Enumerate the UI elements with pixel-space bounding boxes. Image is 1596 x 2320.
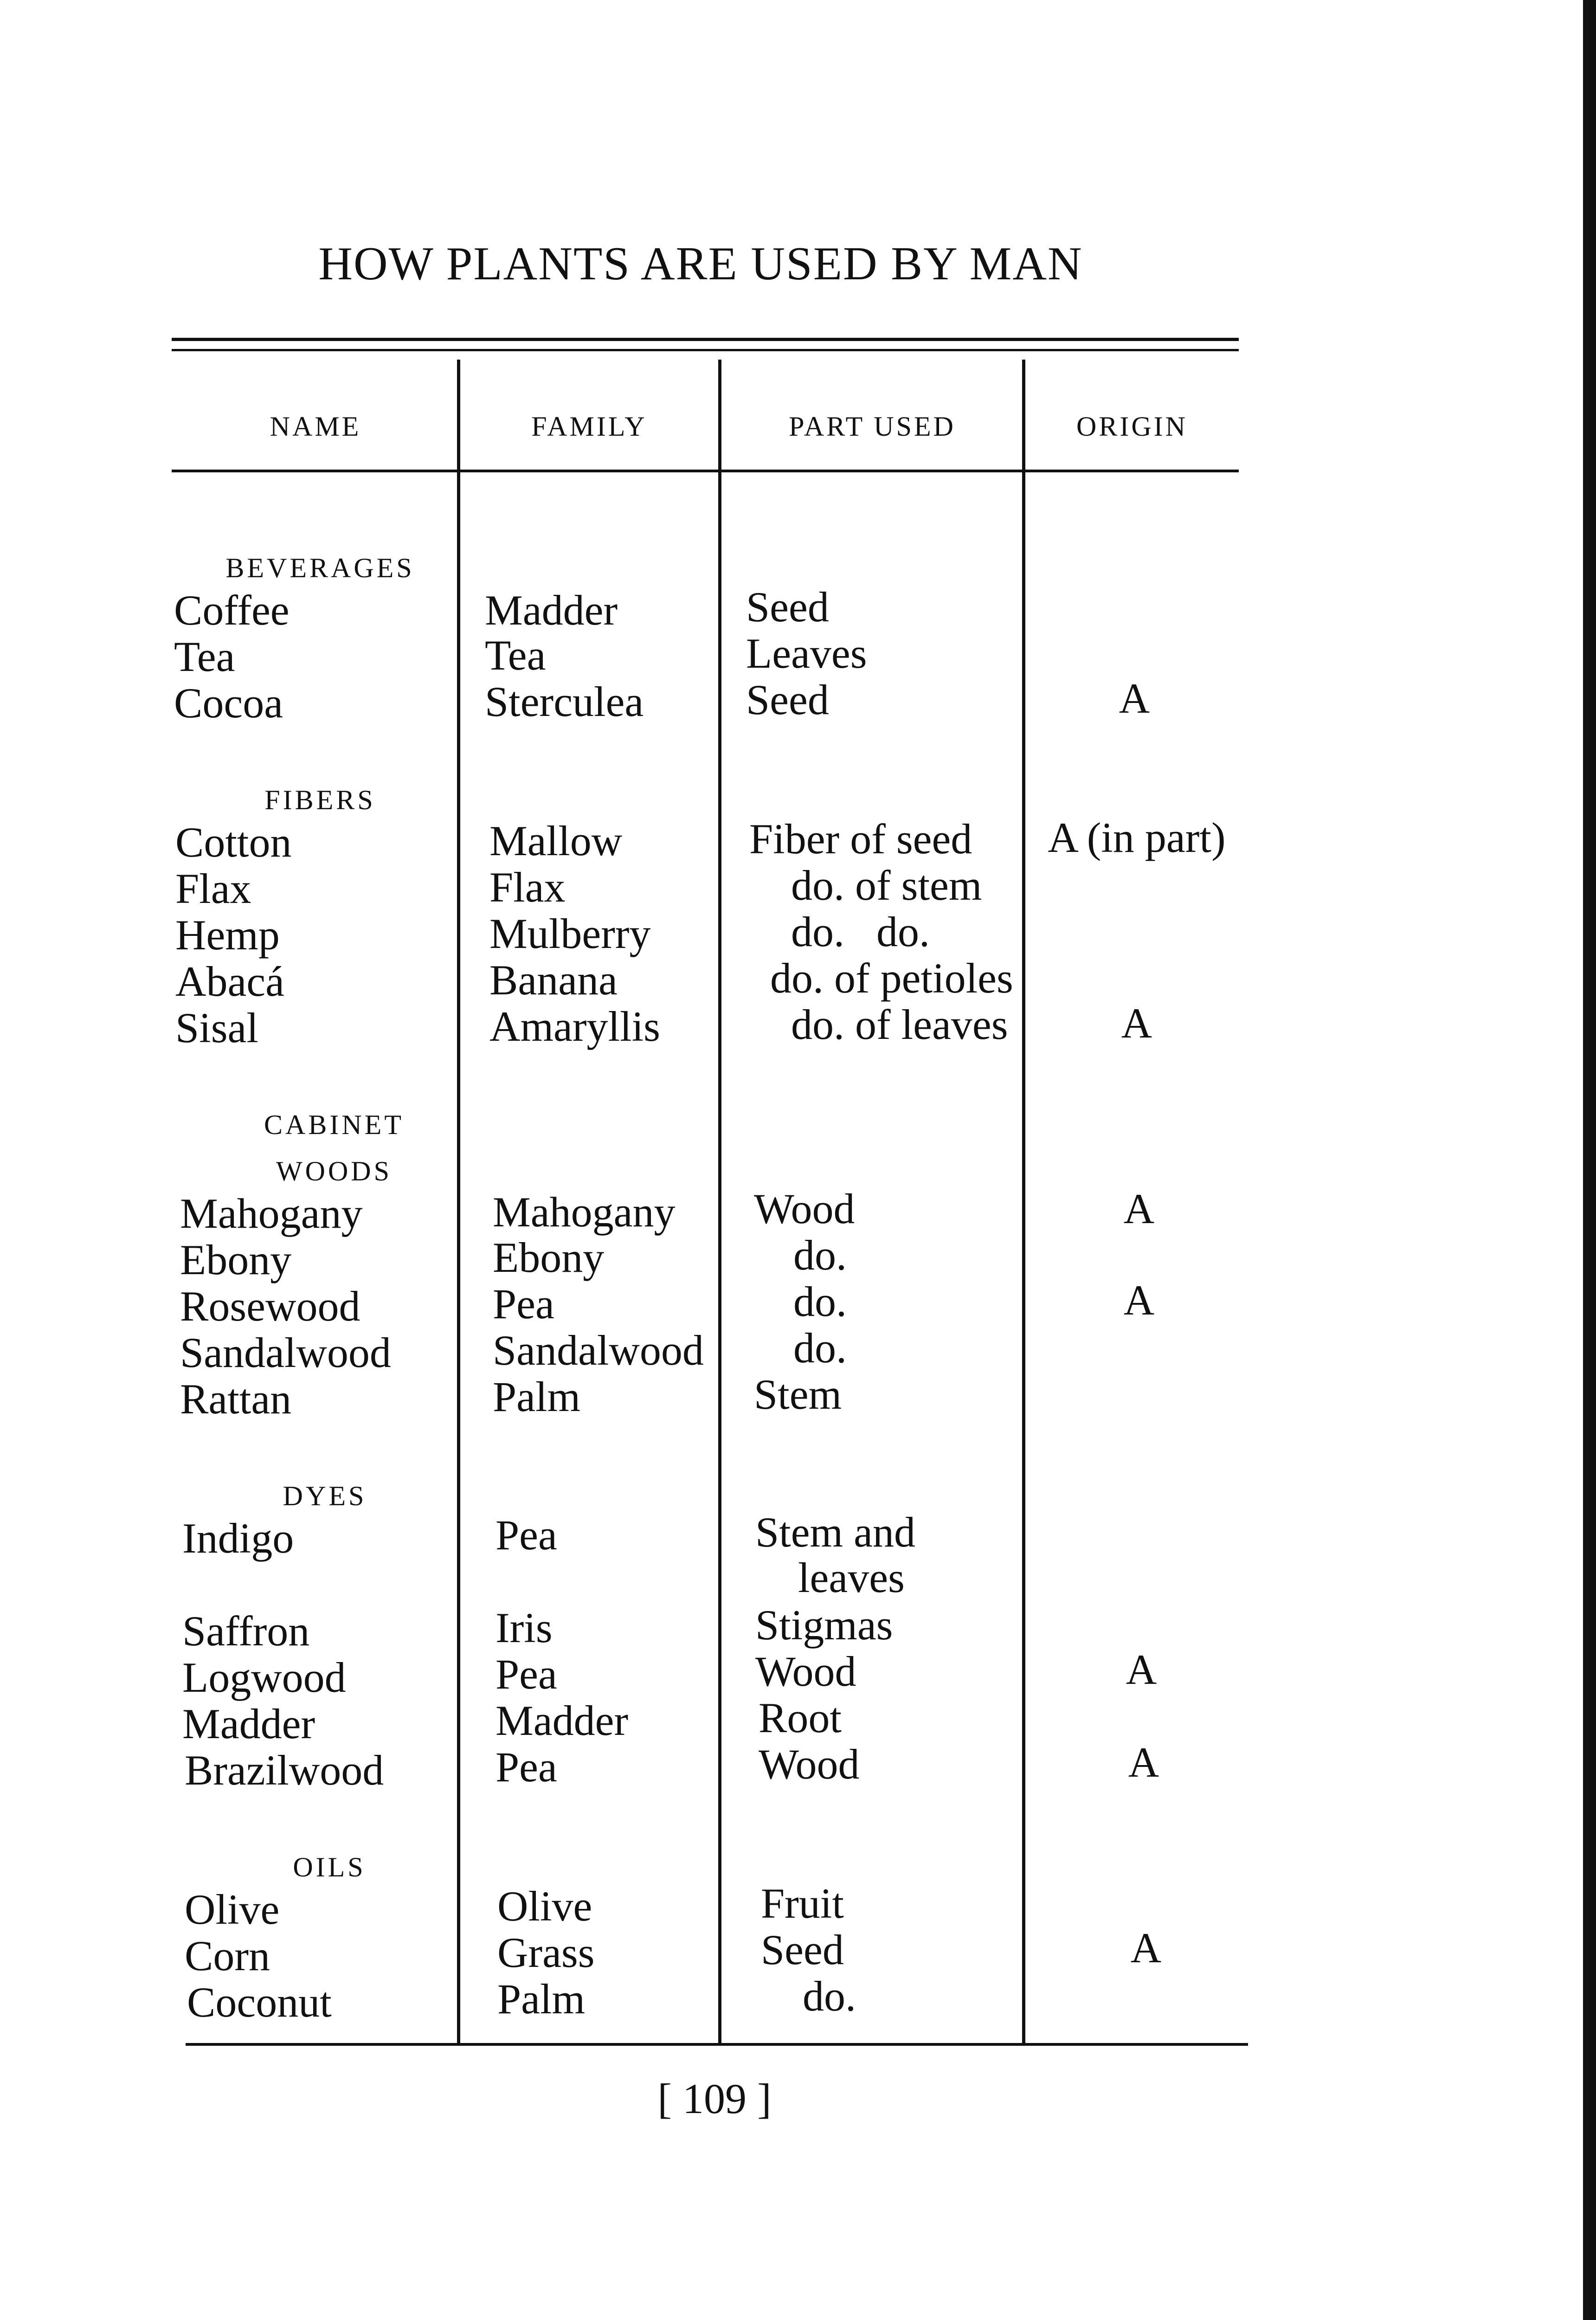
name-cell: Olive (185, 1886, 280, 1933)
part-cell: do. of petioles (770, 954, 1013, 1002)
part-cell: Seed (761, 1926, 844, 1973)
origin-cell: A (1126, 1646, 1157, 1693)
family-cell: Tea (485, 632, 546, 679)
header-origin: ORIGIN (1076, 411, 1188, 442)
name-cell: Flax (175, 865, 251, 912)
family-cell: Mulberry (489, 910, 651, 957)
name-cell: Brazilwood (185, 1746, 384, 1794)
part-cell: do. do. (791, 908, 930, 955)
name-cell: Madder (182, 1700, 315, 1747)
part-cell: Fruit (761, 1880, 844, 1927)
header-family: FAMILY (531, 411, 647, 442)
part-cell: do. of stem (791, 862, 982, 909)
section-label-woods: WOODS (276, 1156, 392, 1186)
section-label-beverages: BEVERAGES (225, 553, 415, 583)
top-rule-inner (172, 349, 1239, 351)
column-separator-part-origin (1022, 360, 1025, 2043)
family-cell: Sterculea (485, 678, 644, 725)
family-cell: Olive (497, 1882, 592, 1930)
page-edge-shadow (1583, 0, 1596, 2320)
name-cell: Tea (174, 633, 235, 680)
part-cell: Stem (754, 1371, 842, 1418)
family-cell: Mallow (489, 817, 623, 864)
family-cell: Amaryllis (489, 1003, 660, 1050)
origin-cell: A (1128, 1739, 1159, 1786)
part-cell: Leaves (746, 630, 867, 677)
name-cell: Hemp (175, 911, 280, 959)
origin-cell: A (1123, 1185, 1155, 1232)
family-cell: Pea (493, 1280, 554, 1328)
origin-cell: A (in part) (1048, 814, 1226, 861)
name-cell: Corn (185, 1932, 270, 1979)
part-cell: do. (803, 1972, 856, 2020)
origin-cell: A (1121, 999, 1152, 1047)
page-number: [ 109 ] (657, 2075, 772, 2122)
part-cell: Wood (755, 1648, 856, 1695)
header-part-used: PART USED (789, 411, 956, 442)
name-cell: Indigo (182, 1514, 294, 1562)
page-title: HOW PLANTS ARE USED BY MAN (318, 238, 1083, 290)
part-cell: do. of leaves (791, 1001, 1008, 1048)
column-separator-family-part (718, 360, 721, 2043)
header-name: NAME (270, 411, 361, 442)
name-cell: Sisal (175, 1004, 258, 1051)
part-cell: Stigmas (755, 1601, 893, 1649)
name-cell: Coconut (187, 1978, 332, 2026)
family-cell: Ebony (493, 1234, 605, 1281)
name-cell: Mahogany (180, 1190, 363, 1237)
part-cell: Root (759, 1694, 842, 1741)
part-cell: do. (793, 1278, 847, 1325)
family-cell: Madder (485, 586, 618, 634)
family-cell: Banana (489, 956, 618, 1004)
part-cell: do. (793, 1231, 847, 1279)
section-label-oils: OILS (293, 1852, 366, 1882)
part-cell: Stem and (755, 1508, 915, 1556)
family-cell: Grass (497, 1929, 595, 1976)
section-label-fibers: FIBERS (264, 785, 376, 815)
top-rule (172, 338, 1239, 341)
name-cell: Sandalwood (180, 1329, 391, 1376)
name-cell: Cotton (175, 818, 292, 866)
family-cell: Pea (496, 1650, 557, 1698)
part-cell: Seed (746, 676, 829, 723)
part-cell: do. (793, 1324, 847, 1372)
name-cell: Saffron (182, 1607, 310, 1655)
name-cell: Ebony (180, 1236, 292, 1283)
family-cell: Pea (496, 1511, 557, 1559)
part-cell-continued: leaves (798, 1554, 905, 1601)
family-cell: Mahogany (493, 1188, 676, 1236)
bottom-rule (186, 2043, 1248, 2046)
family-cell: Iris (496, 1604, 553, 1651)
header-rule (172, 470, 1239, 472)
part-cell: Wood (759, 1740, 860, 1788)
family-cell: Flax (489, 864, 566, 911)
family-cell: Palm (497, 1975, 586, 2023)
name-cell: Logwood (182, 1654, 346, 1701)
column-separator-name-family (457, 360, 460, 2043)
part-cell: Wood (754, 1185, 855, 1232)
name-cell: Rosewood (180, 1282, 360, 1330)
origin-cell: A (1123, 1276, 1155, 1324)
name-cell: Coffee (174, 586, 290, 634)
name-cell: Abacá (175, 958, 284, 1005)
name-cell: Cocoa (174, 679, 283, 727)
part-cell: Fiber of seed (749, 815, 972, 863)
family-cell: Palm (493, 1373, 581, 1420)
family-cell: Pea (496, 1743, 557, 1791)
part-cell: Seed (746, 583, 829, 631)
name-cell: Rattan (180, 1375, 292, 1423)
section-label-cabinet: CABINET (264, 1109, 404, 1140)
section-label-dyes: DYES (283, 1481, 367, 1511)
origin-cell: A (1119, 675, 1150, 722)
origin-cell: A (1130, 1924, 1162, 1972)
family-cell: Madder (496, 1697, 629, 1744)
family-cell: Sandalwood (493, 1327, 704, 1374)
